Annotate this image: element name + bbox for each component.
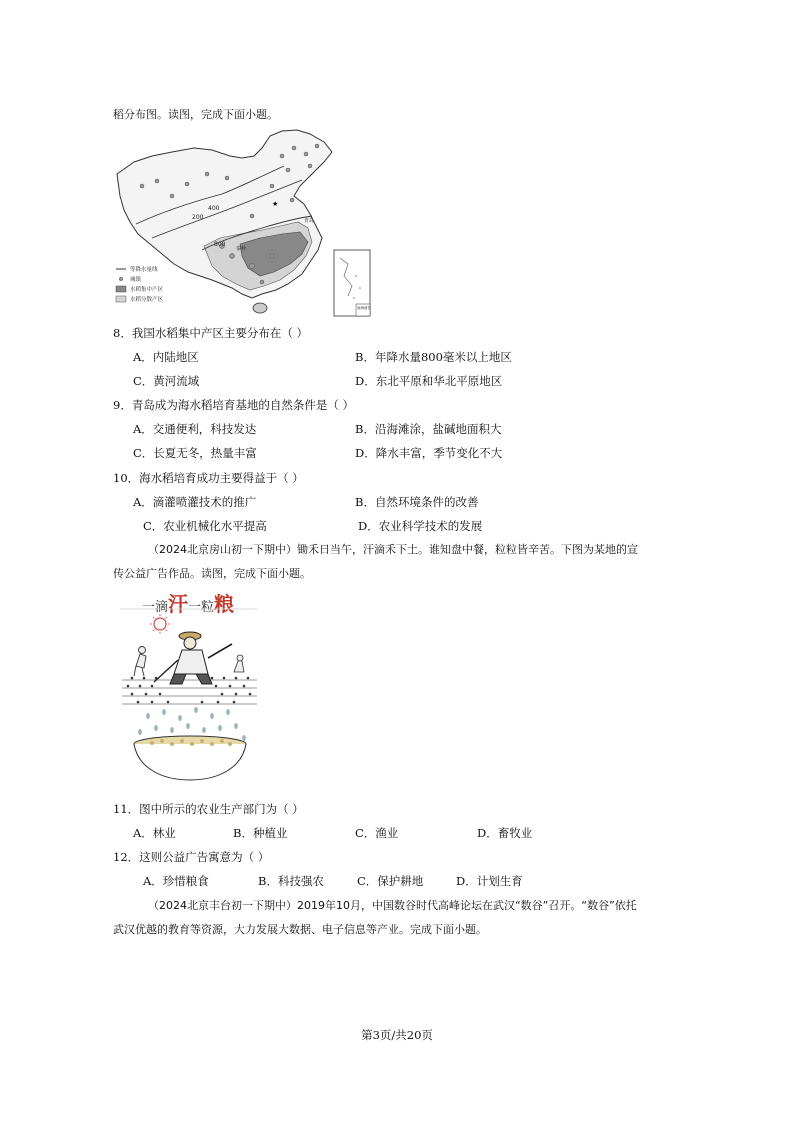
question-12-option-a: A．珍惜粮食 [143,874,209,888]
question-11-stem: 11．图中所示的农业生产部门为（ ） [113,802,304,816]
passage-3-line-2: 武汉优越的教育等资源，大力发展大数据、电子信息等产业。完成下面小题。 [113,923,487,936]
question-10-option-a: A．滴灌喷灌技术的推广 [133,495,257,509]
question-11-option-b: B．种植业 [233,826,288,840]
page-footer: 第3页/共20页 [361,1028,433,1042]
question-8-option-b: B．年降水量800毫米以上地区 [355,350,512,364]
question-9-option-a: A．交通便利，科技发达 [133,422,257,436]
poster-title: 一滴汗一粒粮 [142,592,235,616]
question-8-option-d: D．东北平原和华北平原地区 [355,374,503,388]
poster-illustration [112,588,262,788]
legend-dispersed: 水稻分散产区 [130,297,164,303]
question-12-option-b: B．科技强农 [258,874,324,888]
intro-text: 稻分布图。读图，完成下面小题。 [113,108,278,121]
question-8-stem: 8．我国水稻集中产区主要分布在（ ） [113,326,308,340]
passage-3-line-1: （2024北京丰台初一下期中）2019年10月，中国数谷时代高峰论坛在武汉“数谷”召开。“数谷”依托 [148,899,637,912]
question-8-option-a: A．内陆地区 [133,350,199,364]
question-12-option-d: D．计划生育 [456,874,523,888]
sun-icon [150,614,170,634]
map-figure [112,126,374,318]
rice-distribution-map [112,126,374,318]
label-qingdao: 青岛 [304,218,315,224]
label-south-sea: 南海诸岛 [357,306,371,310]
legend-isoline: 等降水量线 [130,267,158,273]
main-farmer [154,632,232,684]
label-qinling: 秦岭 [236,246,247,252]
question-11-option-a: A．林业 [133,826,176,840]
label-400: 400 [208,205,220,212]
passage-2-line-2: 传公益广告作品。读图，完成下面小题。 [113,567,311,580]
question-8-option-c: C．黄河流域 [133,374,200,388]
legend-town: 城镇 [130,277,142,283]
passage-2-line-1: （2024北京房山初一下期中）锄禾日当午，汗滴禾下土。谁知盘中餐，粒粒皆辛苦。下图为某地的宣 [148,543,638,556]
question-9-option-b: B．沿海滩涂，盐碱地面积大 [355,422,502,436]
map-legend [116,265,164,303]
question-12-option-c: C．保护耕地 [357,874,424,888]
star-marker: ★ [272,200,279,208]
question-10-option-d: D．农业科学技术的发展 [358,519,483,533]
question-12-stem: 12．这则公益广告寓意为（ ） [113,850,270,864]
question-11-option-d: D．畜牧业 [477,826,533,840]
legend-concentrated: 水稻集中产区 [130,287,164,293]
question-9-option-c: C．长夏无冬，热量丰富 [133,446,257,460]
rice-bowl [134,736,246,780]
question-9-stem: 9．青岛成为海水稻培育基地的自然条件是（ ） [113,398,354,412]
question-9-option-d: D．降水丰富，季节变化不大 [355,446,503,460]
question-11-option-c: C．渔业 [355,826,399,840]
small-farmer-left [134,647,146,677]
question-10-option-c: C．农业机械化水平提高 [143,519,267,533]
label-800: 800 [214,241,226,248]
crop-seedlings [127,677,252,704]
field-rows [122,680,257,704]
question-10-stem: 10．海水稻培育成功主要得益于（ ） [113,471,304,485]
label-200: 200 [192,214,204,221]
small-farmer-right [234,655,244,672]
hainan-island [253,303,267,313]
question-10-option-b: B．自然环境条件的改善 [355,495,479,509]
